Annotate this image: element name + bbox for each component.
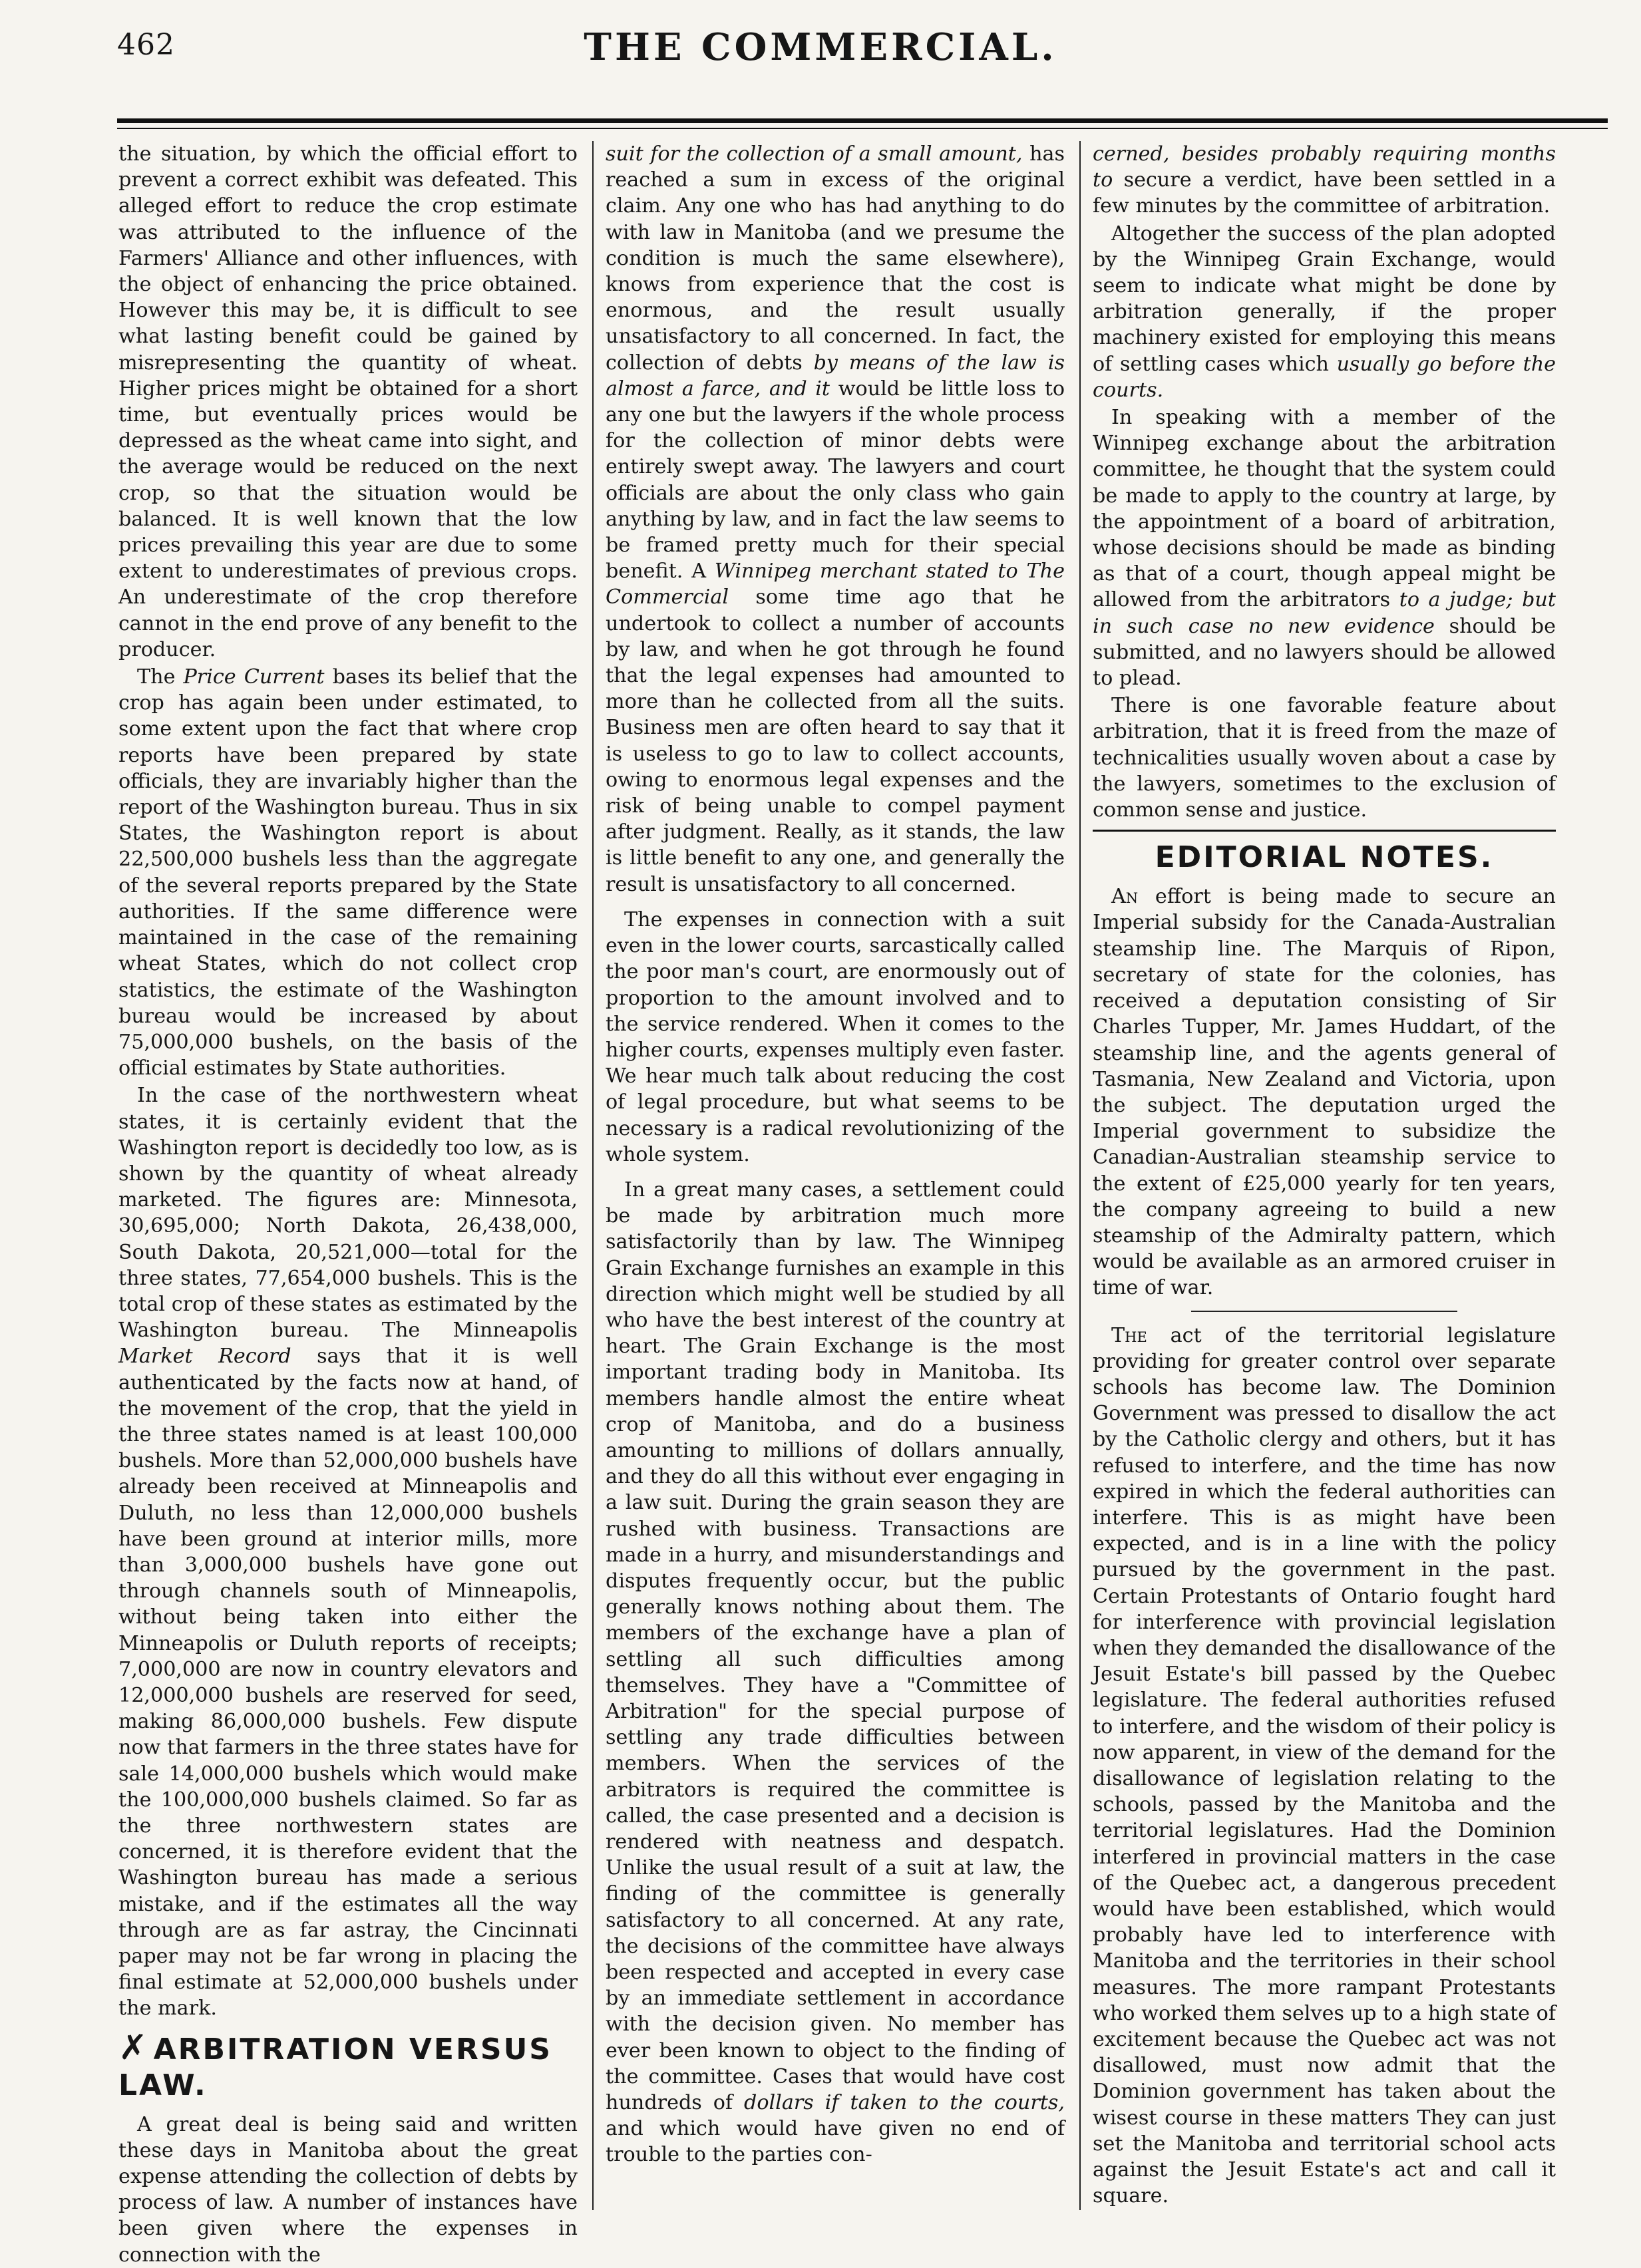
paragraph: In a great many cases, a settlement could be made by arbitration much more satisfactorily than by law. The Winnipeg Grain Exchange furnishes an example in this direction which might well be studied by all who have the best interest of the country at heart. The Grain Exchange is the most important trading body in Manitoba. Its members handle almost the entire wheat crop of Manitoba, and do a business amounting to millions of dollars annually, and they do all this without ever engaging in a law suit. During the grain season they are rushed with business. Transactions are made in a hurry, and misunderstandings and disputes frequently occur, but the public generally knows nothing about them. The members of the exchange have a plan of settling all such difficulties among themselves. They have a "Committee of Arbitration" for the special purpose of settling any trade difficulties between members. When the services of the arbitrators is required the committee is called, the case presented and a decision is rendered with neatness and despatch. Unlike the usual result of a suit at law, the finding of the committee is generally satisfactory to all concerned. At any rate, the decisions of the committee have always been respected and accepted in every case by an immediate settlement in accordance with the decision given. No member has ever been known to object to the finding of the committee. Cases that would have cost hundreds of dollars if taken to the courts, and which would have given no end of trouble to the parties con- (606, 1178, 1065, 2167)
paragraph: The expenses in connection with a suit even in the lower courts, sarcastically called the poor man's court, are enormously out of proportion to the amount involved and to the service rendered. When it comes to the higher courts, expenses multiply even faster. We hear much talk about reducing the cost of legal procedure, but what seems to be necessary is a radical revolutionizing of the whole system. (606, 907, 1065, 1166)
column-divider-1 (592, 141, 594, 2210)
arbitration-heading (118, 2027, 578, 2104)
column-2 (606, 141, 1065, 2210)
header-rule-thick (117, 118, 1608, 123)
section-rule (1093, 830, 1556, 832)
pencil-mark-icon: ✗ (118, 2027, 150, 2068)
paragraph: the situation, by which the official effort to prevent a correct exhibit was defeated. This alleged effort to reduce the crop estimate was attributed to the influence of the Farmers' Alliance and other influences, with the object of enhancing the price obtained. However this may be, it is difficult to see what lasting benefit could be gained by misrepresenting the quantity of wheat. Higher prices might be obtained for a short time, but eventually prices would be depressed as the wheat came into sight, and the average would be reduced on the next crop, so that the situation would be balanced. It is well known that the low prices prevailing this year are due to some extent to underestimates of previous crops. An underestimate of the crop therefore cannot in the end prove of any benefit to the producer. (118, 142, 578, 661)
paragraph: A great deal is being said and written these days in Manitoba about the great expense attending the collection of debts by process of law. A number of instances have been given where the expenses in connection with the (118, 2112, 578, 2267)
editorial-notes-heading: EDITORIAL NOTES. (1155, 840, 1494, 875)
header-rule-thin (117, 128, 1608, 129)
arbitration-heading-text: ARBITRATION VERSUS LAW. (118, 2032, 552, 2102)
paragraph: An effort is being made to secure an Imperial subsidy for the Canada-Australian steamship line. The Marquis of Ripon, secretary of state for the colonies, has received a deputation consisting of Sir Charles Tupper, Mr. James Huddart, of the steamship line, and the agents general of Tasmania, New Zealand and Victoria, upon the subject. The deputation urged the Imperial government to subsidize the Canadian-Australian steamship service to the extent of £25,000 yearly for ten years, the company agreeing to build a new steamship of the Admiralty pattern, which would be available as an armored cruiser in time of war. (1093, 885, 1556, 1300)
paragraph: The Price Current bases its belief that the crop has again been under estimated, to some extent upon the fact that where crop reports have been prepared by state officials, they are invariably higher than the report of the Washington bureau. Thus in six States, the Washington report is about 22,500,000 bushels less than the aggregate of the several reports prepared by the State authorities. If the same difference were maintained in the case of the remaining wheat States, which do not collect crop statistics, the estimate of the Washington bureau would be increased by about 75,000,000 bushels, on the basis of the official estimates by State authorities. (118, 665, 578, 1080)
paragraph: cerned, besides probably requiring months to secure a verdict, have been settled in a few minutes by the committee of arbitration. (1093, 142, 1556, 218)
paragraph: In speaking with a member of the Winnipeg exchange about the arbitration committee, he thought that the system could be made to apply to the country at large, by the appointment of a board of arbitration, whose decisions should be made as binding as that of a court, though appeal might be allowed from the arbitrators to a judge; but in such case no new evidence should be submitted, and no lawyers should be allowed to plead. (1093, 406, 1556, 691)
paragraph: There is one favorable feature about arbitration, that it is freed from the maze of technicalities usually woven about a case by the lawyers, sometimes to the exclusion of common sense and justice. (1093, 694, 1556, 822)
column-divider-2 (1079, 141, 1081, 2210)
masthead: THE COMMERCIAL. (584, 25, 1057, 69)
separator-rule (1191, 1311, 1457, 1312)
paragraph: The act of the territorial legislature providing for greater control over separate schools has become law. The Dominion Government was pressed to disallow the act by the Catholic clergy and others, but it has refused to interfere, and the time has now expired in which the federal authorities can interfere. This is as might have been expected, and is in a line with the policy pursued by the government in the past. Certain Protestants of Ontario fought hard for interference with provincial legislation when they demanded the disallowance of the Jesuit Estate's bill passed by the Quebec legislature. The federal authorities refused to interfere, and the wisdom of their policy is now apparent, in view of the demand for the disallowance of legislation relating to the schools, passed by the Manitoba and the territorial legislatures. Had the Dominion interfered in provincial matters in the case of the Quebec act, a dangerous precedent would have been established, which would probably have led to interference with Manitoba and the territories in their school measures. The more rampant Protestants who worked them selves up to a high state of excitement because the Quebec act was not disallowed, must now admit that the Dominion government has taken about the wisest course in these matters They can just set the Manitoba and territorial school acts against the Jesuit Estate's act and call it square. (1093, 1323, 1556, 2208)
paragraph: In the case of the northwestern wheat states, it is certainly evident that the Washington report is decidedly too low, as is shown by the quantity of wheat already marketed. The figures are: Minnesota, 30,695,000; North Dakota, 26,438,000, South Dakota, 20,521,000—total for the three states, 77,654,000 bushels. This is the total crop of these states as estimated by the Washington bureau. The Minneapolis Market Record says that it is well authenticated by the facts now at hand, of the movement of the crop, that the yield in the three states named is at least 100,000 bushels. More than 52,000,000 bushels have already been received at Minneapolis and Duluth, no less than 12,000,000 bushels have been ground at interior mills, more than 3,000,000 bushels have gone out through channels south of Minneapolis, without being taken into either the Minneapolis or Duluth reports of receipts; 7,000,000 are now in country elevators and 12,000,000 bushels are reserved for seed, making 86,000,000 bushels. Few dispute now that farmers in the three states have for sale 14,000,000 bushels which would make the 100,000,000 bushels claimed. So far as the three northwestern states are concerned, it is therefore evident that the Washington bureau has made a serious mistake, and if the estimates all the way through are as far astray, the Cincinnati paper may not be far wrong in placing the final estimate at 52,000,000 bushels under the mark. (118, 1084, 578, 2021)
paragraph: Altogether the success of the plan adopted by the Winnipeg Grain Exchange, would seem to indicate what might be done by arbitration generally, if the proper machinery existed for employing this means of settling cases which usually go before the courts. (1093, 222, 1556, 402)
column-1 (118, 141, 578, 2267)
column-3 (1093, 141, 1556, 2210)
page-number: 462 (117, 28, 175, 62)
paragraph: suit for the collection of a small amount, has reached a sum in excess of the original claim. Any one who has had anything to do with law in Manitoba (and we presume the condition is much the same elsewhere), knows from experience that the cost is enormous, and the result usually unsatisfactory to all concerned. In fact, the collection of debts by means of the law is almost a farce, and it would be little loss to any one but the lawyers if the whole process for the collection of minor debts were entirely swept away. The lawyers and court officials are about the only class who gain anything by law, and in fact the law seems to be framed pretty much for their special benefit. A Winnipeg merchant stated to The Commercial some time ago that he undertook to collect a number of accounts by law, and when he got through he found that the legal expenses had amounted to more than he collected from all the suits. Business men are often heard to say that it is useless to go to law to collect accounts, owing to enormous legal expenses and the risk of being unable to compel payment after judgment. Really, as it stands, the law is little benefit to any one, and generally the result is unsatisfactory to all concerned. (606, 142, 1065, 896)
